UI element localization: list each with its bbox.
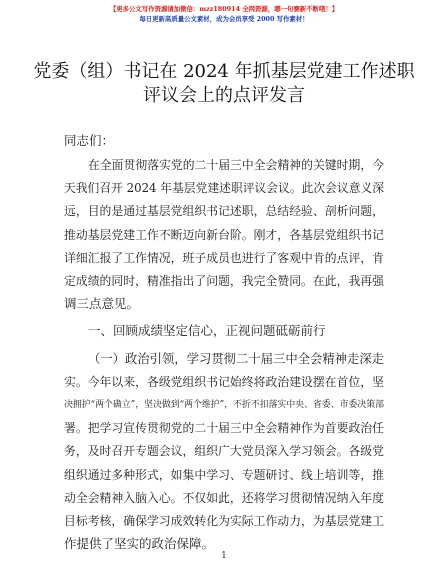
paragraph-line: 在全面贯彻落实党的二十届三中全会精神的关键时期，今: [88, 158, 384, 172]
paragraph-line: 详细汇报了工作情况，班子成员也进行了客观中肯的点评，肯: [64, 250, 384, 265]
banner-subscribe-line: 每日更新高质量公文素材，成为会员享受 2000 写作素材！: [139, 15, 309, 23]
paragraph-line: 调三点意见。: [64, 296, 140, 312]
section-heading: 一、回顾成绩坚定信心，正视问题砥砺前行: [88, 323, 326, 339]
paragraph-line: 动全会精神入脑入心。不仅如此，还将学习贯彻情况纳入年度: [64, 490, 384, 505]
paragraph-line: 实。今年以来，各级党组织书记始终将政治建设摆在首位，坚: [64, 374, 384, 389]
paragraph-line: 目标考核，确保学习成效转化为实际工作动力，为基层党建工: [64, 514, 384, 528]
salutation: 同志们：: [64, 133, 115, 148]
paragraph-line: 组织通过多种形式，如集中学习、专题研讨、线上培训等，推: [64, 467, 384, 482]
paragraph-line: 远，目的是通过基层党组织书记述职，总结经验、剖析问题，: [64, 204, 384, 219]
paragraph-line: 务，及时召开专题会议，组织广大党员深入学习领会。各级党: [64, 444, 384, 459]
paragraph-line: 作提供了坚实的政治保障。: [64, 536, 215, 552]
paragraph-line: 推动基层党建工作不断迈向新台阶。刚才，各基层党组织书记: [64, 227, 384, 242]
paragraph-line: 决拥护“两个确立”，坚决做到“两个维护”，不折不扣落实中央、省委、市委决策部: [64, 400, 384, 410]
paragraph-line: （一）政治引领，学习贯彻二十届三中全会精神走深走: [88, 351, 384, 366]
document-title: 党委（组）书记在 2024 年抓基层党建工作述职: [33, 61, 415, 82]
page-number: 1: [221, 551, 227, 561]
document-title-continued: 评议会上的点评发言: [143, 85, 305, 106]
paragraph-line: 署。把学习宣传贯彻党的二十届三中全会精神作为首要政治任: [64, 421, 384, 436]
paragraph-line: 定成绩的同时，精准指出了问题，我完全赞同。在此，我再强: [64, 274, 384, 288]
banner-promo-line: 【更多公文写作资源请加微信：mzz180914 全网资源，哪一句赛新不断哦！】: [109, 5, 339, 13]
paragraph-line: 天我们召开 2024 年基层党建述职评议会议。此次会议意义深: [64, 181, 384, 196]
